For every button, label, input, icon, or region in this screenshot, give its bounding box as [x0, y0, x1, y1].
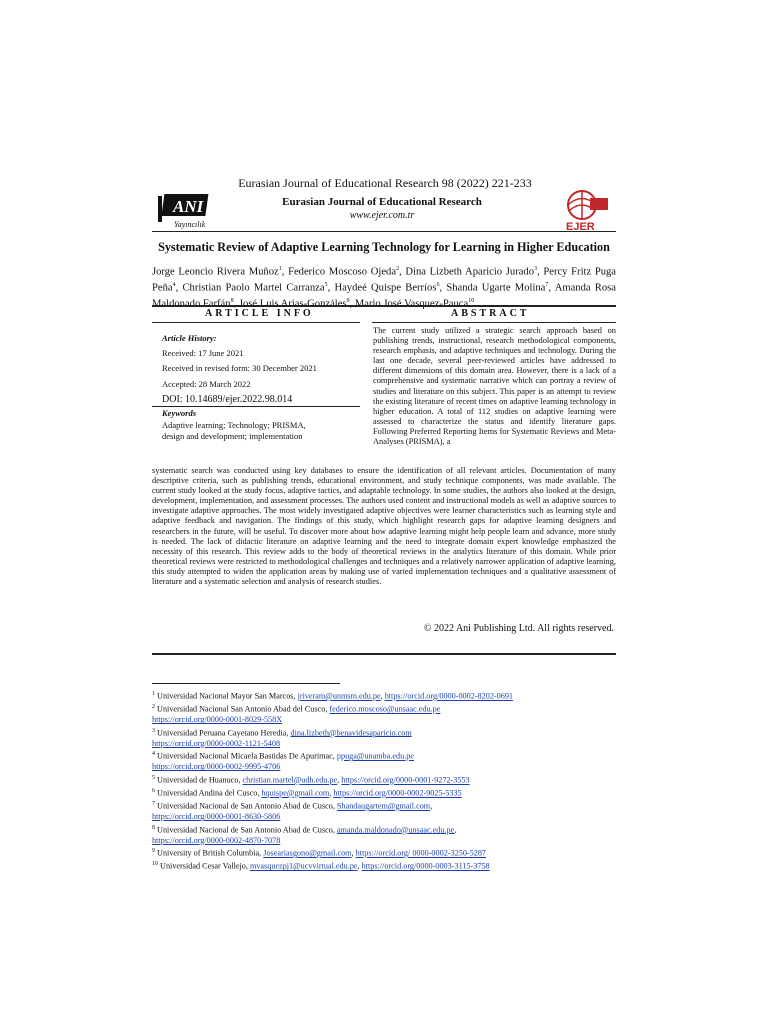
footnote-email-link[interactable]: Shandaugartem@gmail.com	[336, 801, 431, 811]
footnote-item	[152, 786, 622, 799]
author-affiliation-marker: 9	[346, 298, 350, 305]
copyright-notice: © 2022 Ani Publishing Ltd. All rights reserved.	[423, 623, 614, 634]
received-date: Received: 17 June 2021	[162, 348, 244, 358]
footnote-affiliation: Universidad Peruana Cayetano Heredia,	[155, 728, 291, 738]
footnote-orcid-link[interactable]: https://orcid.org/0000-0002-1121-5408	[152, 738, 281, 748]
keywords-label: Keywords	[162, 408, 196, 418]
footnote-affiliation: Universidad Andina del Cusco,	[155, 788, 262, 798]
article-history-label: Article History:	[162, 333, 217, 343]
footnote-marker: 7	[152, 801, 155, 808]
footnote-affiliation: Universidad Nacional de San Antonio Abad de Cusco,	[155, 825, 337, 835]
ani-publishing-logo	[156, 190, 214, 230]
author-affiliation-marker: 5	[324, 282, 328, 289]
footnote-marker: 3	[152, 727, 155, 734]
footnote-orcid-link[interactable]: https://orcid.org/0000-0001-8029-558X	[152, 715, 283, 725]
footnote-email-link[interactable]: hquispe@gmail.com	[261, 788, 330, 798]
abstract-text-bottom: systematic search was conducted using key databases to ensure the identification of all relevant articles. Documentation of many descriptive criteria, such as publishing trends, educational environment, and study technique components, was made available. The current study looked at the study focus, adaptive tactics, and adaptable technology. In some studies, the authors also looked at the design, development, implementation, and assessment processes. The authors used content and instructional models as well as adaptive sources to investigate adaptive approaches. The most widely investigated adaptive objectives were learner characteristics such as learning style and adaptive feedback and navigation. The findings of this study, which highlight research gaps for adaptive learning designers and researchers in the future, will be useful. To discover more about how adaptive learning might help people learn and advance, more study is needed. The lack of didactic literature on adaptive learning and the need to integrate domain expert knowledge emphasized the necessity of this research. This review adds to the body of theoretical reviews in the analytics literature of this domain. While prior theoretical reviews were restricted to methodological challenges and techniques and a relatively narrower application of adaptive learning, this study attempted to widen the application areas by making use of varied implementation techniques and a qualitative assessment of literature and a systematic selection and analysis of research studies.	[152, 466, 616, 587]
footnote-separator	[152, 683, 340, 684]
footnote-separator-text: ,	[430, 801, 433, 811]
paper-title: Systematic Review of Adaptive Learning Technology for Learning in Higher Education	[158, 240, 610, 254]
author-affiliation-marker: 6	[436, 282, 440, 289]
footnote-affiliation: Universidad Nacional de San Antonio Abad de Cusco,	[155, 801, 337, 811]
footnote-separator-text: ,	[357, 862, 362, 872]
footnote-marker: 8	[152, 824, 155, 831]
footnote-email-link[interactable]: jriveram@unmsm.edu.pe	[297, 691, 381, 701]
author-name: Percy Fritz Puga Peña	[152, 266, 617, 294]
footnote-orcid-link[interactable]: https://orcid.org/0000-0002-9995-4706	[152, 762, 281, 772]
footnote-orcid-link[interactable]: https://orcid.org/ 0000-0002-3250-5287	[355, 848, 487, 858]
footnote-item	[152, 702, 622, 715]
keywords-line-1: Adaptive learning; Technology; PRISMA,	[162, 420, 306, 430]
header-rule	[152, 231, 616, 232]
footnote-affiliation: Universidad Cesar Vallejo,	[158, 862, 250, 872]
ejer-logo-text: EJER	[566, 221, 595, 232]
footnote-orcid-line	[152, 762, 622, 772]
footnote-marker: 4	[152, 751, 155, 758]
footnote-email-link[interactable]: christian.martel@udh.edu.pe	[242, 775, 338, 785]
footnote-separator-text: ,	[337, 775, 342, 785]
author-affiliation-marker: 10	[468, 298, 475, 305]
footnote-email-link[interactable]: ppuga@unamba.edu.pe	[336, 751, 415, 761]
footnote-affiliation: University of British Columbia,	[155, 848, 264, 858]
revised-date: Received in revised form: 30 December 2021	[162, 363, 317, 373]
keywords-line-2: design and development; implementation	[162, 431, 303, 441]
footnote-email-link[interactable]: federico.moscoso@unsaac.edu.pe	[329, 704, 441, 714]
journal-url[interactable]: www.ejer.com.tr	[349, 210, 415, 221]
journal-name: Eurasian Journal of Educational Research	[282, 196, 482, 208]
author-name: Mario José Vasquez-Pauca	[354, 298, 469, 310]
info-top-rule	[152, 305, 616, 307]
footnote-item	[152, 846, 622, 859]
footnote-item	[152, 749, 622, 762]
footnote-item	[152, 859, 622, 872]
footnote-affiliation: Universidad Nacional Micaela Bastidas De Apurimac,	[155, 751, 337, 761]
footnote-email-link[interactable]: dina.lizbeth@benavidesaparicio.com	[290, 728, 412, 738]
footnote-orcid-link[interactable]: https://orcid.org/0000-0003-3115-3758	[361, 862, 490, 872]
abstract-heading-rule	[372, 322, 616, 323]
ani-logo-text: ANI	[173, 197, 204, 216]
footnote-orcid-line	[152, 739, 622, 749]
footnote-marker: 1	[152, 691, 155, 697]
author-affiliation-marker: 7	[545, 282, 549, 289]
footnote-marker: 5	[152, 774, 155, 781]
footnote-item	[152, 799, 622, 812]
ejer-logo	[556, 188, 614, 232]
footnote-email-link[interactable]: Joseariasgono@gmail.com	[263, 848, 352, 858]
author-name: Shanda Ugarte Molina	[446, 282, 546, 294]
author-name: José Luis Arias-Gonzáles	[238, 298, 347, 310]
doi-rule	[152, 406, 360, 407]
footnote-affiliation: Universidad Nacional San Antonio Abad del Cusco,	[155, 704, 330, 714]
info-heading-rule	[152, 322, 360, 323]
abstract-bottom-rule	[152, 653, 616, 655]
author-affiliation-marker: 3	[534, 266, 538, 272]
author-affiliation-marker: 2	[396, 266, 400, 272]
author-name: Amanda Rosa Maldonado Farfán	[152, 282, 616, 310]
article-info-heading: ARTICLE INFO	[205, 308, 314, 319]
footnote-marker: 10	[152, 861, 158, 868]
footnote-orcid-link[interactable]: https://orcid.org/0000-0002-4870-7078	[152, 835, 281, 845]
footnote-email-link[interactable]: mvasquezpj1@ucvvirtual.edu.pe	[249, 862, 358, 872]
affiliation-footnotes	[152, 689, 622, 872]
author-name: Haydeé Quispe Berríos	[334, 282, 437, 294]
journal-citation: Eurasian Journal of Educational Research 98 (2022) 221-233	[238, 176, 532, 190]
author-name: Federico Moscoso Ojeda	[288, 266, 397, 278]
doi[interactable]: DOI: 10.14689/ejer.2022.98.014	[162, 394, 293, 405]
author-affiliation-marker: 1	[278, 266, 282, 272]
footnote-orcid-line	[152, 715, 622, 725]
footnote-item	[152, 726, 622, 739]
ani-logo-subtext: Yayıncılık	[174, 220, 206, 229]
footnote-marker: 9	[152, 848, 155, 855]
author-name: Christian Paolo Martel Carranza	[182, 282, 325, 294]
footnote-marker: 2	[152, 704, 155, 711]
abstract-heading: ABSTRACT	[451, 308, 530, 319]
author-list: Jorge Leoncio Rivera Muñoz$^1$, Federico Moscoso Ojeda$^2$, Dina Lizbeth Aparicio Jurado$^3$, Percy Fritz Puga Peña$^4$, Christian Paolo Martel Carranza$^5$, Haydeé Quispe Berríos$^6$, Shanda Ugarte Molina$^7$, Amanda Rosa Maldonado Farfán$^8$, José Luis Arias-Gonzáles$^9$, Mario José Vasquez-Pauca$^{10}$	[152, 266, 617, 310]
author-name: Jorge Leoncio Rivera Muñoz	[152, 266, 279, 278]
accepted-date: Accepted: 28 March 2022	[162, 379, 251, 389]
footnote-separator-text: ,	[351, 848, 356, 858]
footnote-marker: 6	[152, 787, 155, 794]
footnote-separator-text: ,	[380, 691, 385, 701]
abstract-text-top: The current study utilized a strategic search approach based on publishing trends, instructional, research methodological components, research emphasis, and adaptive techniques and technology. During the last one decade, several peer-reviewed articles have addressed to different dimensions of this domain area. However, there is a lack of a comprehensive and systematic narrative which can portray a review of studies and literature on this subject. This paper is an attempt to review the existing literature of recent times on adaptive learning technology in higher education. A total of 112 studies on adaptive learning were assessed to characterize the status and identify literature gaps. Following Preferred Reporting Items for Systematic Reviews and Meta-Analyses (PRISMA), a	[373, 326, 616, 447]
footnote-orcid-link[interactable]: https://orcid.org/0000-0001-8630-5806	[152, 812, 281, 822]
footnote-item	[152, 773, 622, 786]
footnote-email-link[interactable]: amanda.maldonado@unsaac.edu.pe	[336, 825, 455, 835]
footnote-separator-text: ,	[329, 788, 334, 798]
footnote-item	[152, 689, 622, 702]
footnote-affiliation: Universidad Nacional Mayor San Marcos,	[155, 691, 298, 701]
footnote-orcid-link[interactable]: https://orcid.org/0000-0002-9025-5335	[333, 788, 462, 798]
footnote-orcid-line	[152, 812, 622, 822]
author-name: Dina Lizbeth Aparicio Jurado	[405, 266, 535, 278]
footnote-separator-text: ,	[454, 825, 457, 835]
footnote-orcid-line	[152, 836, 622, 846]
footnote-item	[152, 823, 622, 836]
author-affiliation-marker: 8	[230, 298, 234, 305]
author-affiliation-marker: 4	[172, 282, 176, 289]
footnote-affiliation: Universidad de Huanuco,	[155, 775, 243, 785]
footnote-orcid-link[interactable]: https://orcid.org/0000-0001-9272-3553	[341, 775, 470, 785]
footnote-orcid-link[interactable]: https://orcid.org/0000-0002-8202-0691	[384, 691, 514, 701]
